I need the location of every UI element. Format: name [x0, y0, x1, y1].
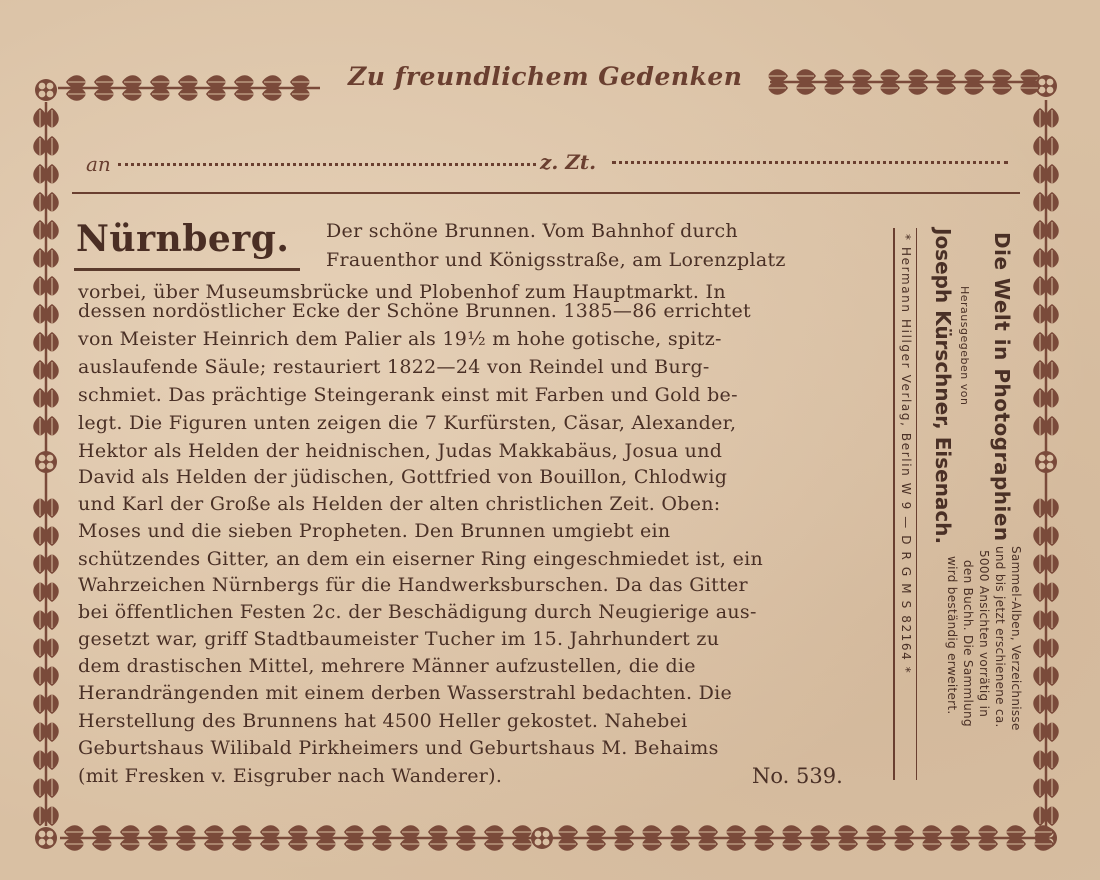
- series-note-5: wird beständig erweitert.: [945, 556, 959, 715]
- greeting-heading: Zu freundlichem Gedenken: [348, 62, 743, 91]
- article-line: schützendes Gitter, an dem ein eiserner Ring eingeschmiedet ist, ein: [78, 548, 764, 570]
- article-line: Frauenthor und Königsstraße, am Lorenzplatz: [326, 249, 786, 271]
- article-line: und Karl der Große als Helden der alten christlichen Zeit. Oben:: [78, 493, 721, 515]
- article-line: gesetzt war, griff Stadtbaumeister Tucher im 15. Jahrhundert zu: [78, 628, 720, 650]
- publisher-line: * Hermann Hillger Verlag, Berlin W 9 — D R G M S 82164 *: [899, 234, 913, 675]
- article-line: legt. Die Figuren unten zeigen die 7 Kurfürsten, Cäsar, Alexander,: [78, 412, 737, 434]
- article-line: bei öffentlichen Festen 2c. der Beschädigung durch Neugierige aus-: [78, 601, 757, 623]
- article-line: von Meister Heinrich dem Palier als 19½ m hohe gotische, spitz-: [78, 328, 722, 350]
- article-line: David als Helden der jüdischen, Gottfried von Bouillon, Chlodwig: [78, 466, 728, 488]
- article-line: Herandrängenden mit einem derben Wasserstrahl bedachten. Die: [78, 682, 733, 704]
- article-line: Wahrzeichen Nürnbergs für die Handwerksburschen. Da das Gitter: [78, 574, 748, 596]
- editor-name: Joseph Kürschner, Eisenach.: [931, 228, 955, 545]
- article-line: schmiet. Das prächtige Steingerank einst mit Farben und Gold be-: [78, 384, 738, 406]
- card-number: No. 539.: [752, 764, 843, 788]
- series-title: Die Welt in Photographien: [990, 232, 1014, 542]
- sidebar-rule-thin: [916, 228, 917, 780]
- article-line: Hektor als Helden der heidnischen, Judas Makkabäus, Josua und: [78, 440, 723, 462]
- series-note-3: 5000 Ansichten vorrätig in: [977, 550, 991, 718]
- series-note-1: Sammel-Alben, Verzeichnisse: [1009, 546, 1023, 731]
- article-line: dem drastischen Mittel, mehrere Männer aufzustellen, die die: [78, 655, 696, 677]
- article-line: (mit Fresken v. Eisgruber nach Wanderer).: [78, 765, 503, 787]
- article-line: Geburtshaus Wilibald Pirkheimers und Geburtshaus M. Behaims: [78, 737, 719, 759]
- sidebar-rule: [893, 228, 895, 780]
- article-line: dessen nordöstlicher Ecke der Schöne Brunnen. 1385—86 errichtet: [78, 300, 751, 322]
- edited-by-label: Herausgegeben von: [958, 286, 971, 406]
- article-line: Herstellung des Brunnens hat 4500 Heller gekostet. Nahebei: [78, 710, 688, 732]
- article-line: auslaufende Säule; restauriert 1822—24 von Reindel und Burg-: [78, 356, 710, 378]
- article-line: vorbei, über Museumsbrücke und Plobenhof zum Hauptmarkt. In: [78, 281, 726, 303]
- series-note-2: und bis jetzt erschienene ca.: [993, 546, 1007, 728]
- city-title: Nürnberg.: [76, 218, 290, 260]
- series-note-4: den Buchh. Die Sammlung: [961, 560, 975, 727]
- article-line: Der schöne Brunnen. Vom Bahnhof durch: [326, 220, 738, 242]
- address-label: an: [86, 152, 111, 176]
- article-line: Moses und die sieben Propheten. Den Brunnen umgiebt ein: [78, 520, 671, 542]
- time-label: z. Zt.: [540, 150, 597, 174]
